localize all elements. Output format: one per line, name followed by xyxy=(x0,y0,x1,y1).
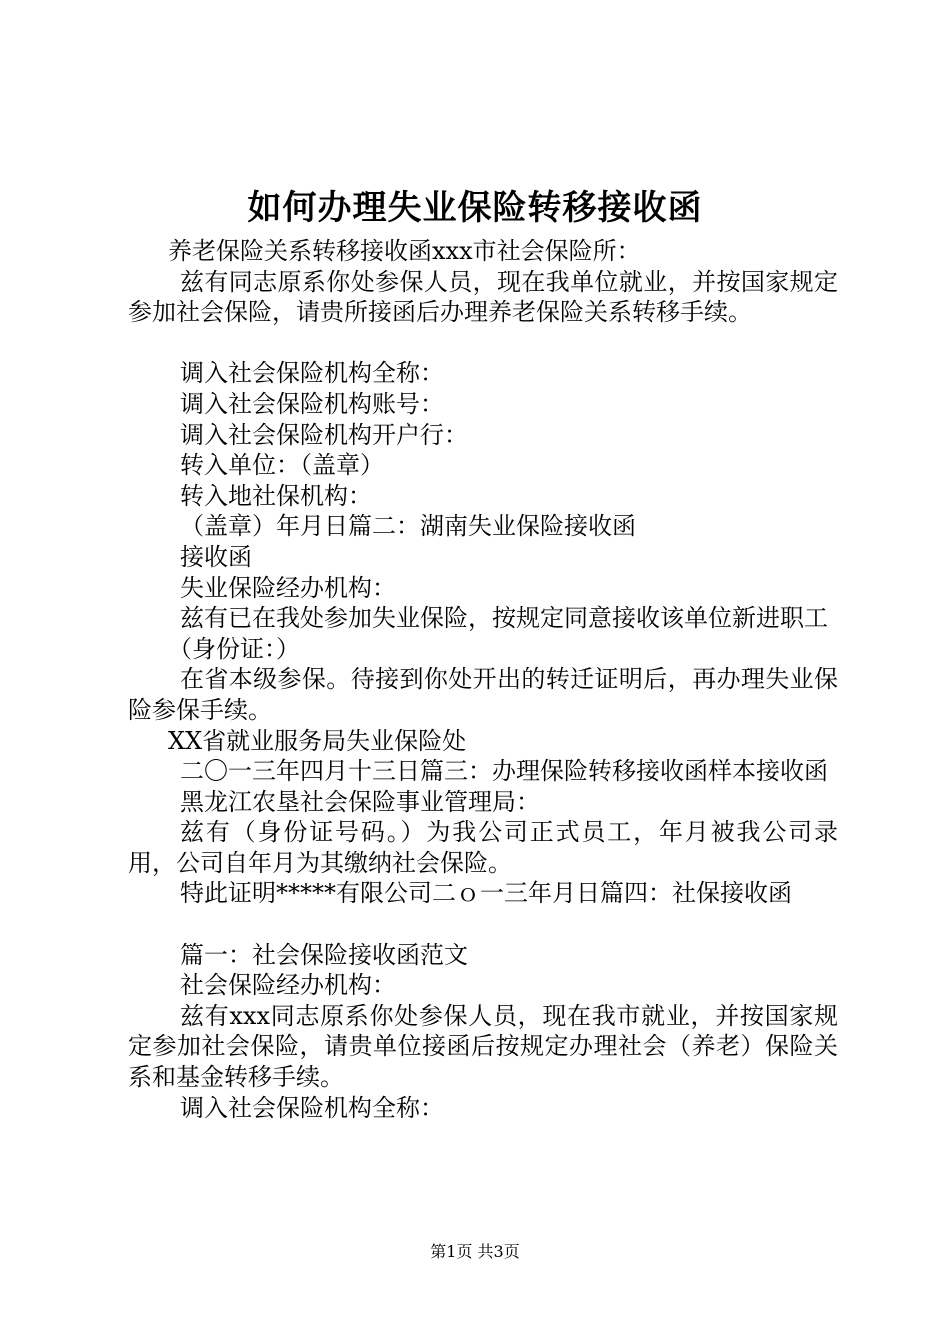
document-title: 如何办理失业保险转移接收函 xyxy=(247,188,703,228)
paragraph: 失业保险经办机构： xyxy=(180,573,396,602)
paragraph: 兹有已在我处参加失业保险，按规定同意接收该单位新进职工 xyxy=(180,604,828,633)
paragraph: 兹有xxx同志原系你处参保人员，现在我市就业，并按国家规定参加社会保险，请贵单位接函后按规定办理社会（养老）保险关系和基金转移手续。 xyxy=(128,1001,838,1092)
blank-line xyxy=(128,909,838,940)
paragraph: 调入社会保险机构账号： xyxy=(180,389,444,418)
document-body xyxy=(128,236,838,1123)
paragraph: 兹有同志原系你处参保人员，现在我单位就业，并按国家规定参加社会保险，请贵所接函后办理养老保险关系转移手续。 xyxy=(128,267,838,327)
paragraph: 转入地社保机构： xyxy=(180,481,372,510)
paragraph: 黑龙江农垦社会保险事业管理局： xyxy=(180,787,540,816)
paragraph: 调入社会保险机构全称： xyxy=(180,1093,444,1122)
paragraph: 社会保险经办机构： xyxy=(180,971,396,1000)
paragraph: 转入单位：（盖章） xyxy=(180,451,384,480)
paragraph: （盖章）年月日篇二：湖南失业保险接收函 xyxy=(180,512,636,541)
page-footer: 第1页 共3页 xyxy=(430,1242,520,1261)
paragraph: 兹有（身份证号码。）为我公司正式员工，年月被我公司录用，公司自年月为其缴纳社会保险。 xyxy=(128,818,838,877)
paragraph: 调入社会保险机构开户行： xyxy=(180,420,468,449)
paragraph: 在省本级参保。待接到你处开出的转迁证明后，再办理失业保险参保手续。 xyxy=(128,665,838,724)
paragraph: 篇一：社会保险接收函范文 xyxy=(180,940,468,969)
paragraph: 接收函 xyxy=(180,542,252,571)
paragraph: 特此证明*****有限公司二ｏ一三年月日篇四：社保接收函 xyxy=(180,879,792,908)
paragraph: XX省就业服务局失业保险处 xyxy=(168,726,467,755)
blank-line xyxy=(128,328,838,359)
paragraph: 养老保险关系转移接收函xxx市社会保险所： xyxy=(168,237,641,265)
paragraph: （身份证：） xyxy=(168,634,300,663)
paragraph: 二〇一三年四月十三日篇三：办理保险转移接收函样本接收函 xyxy=(180,757,828,786)
paragraph: 调入社会保险机构全称： xyxy=(180,359,444,388)
